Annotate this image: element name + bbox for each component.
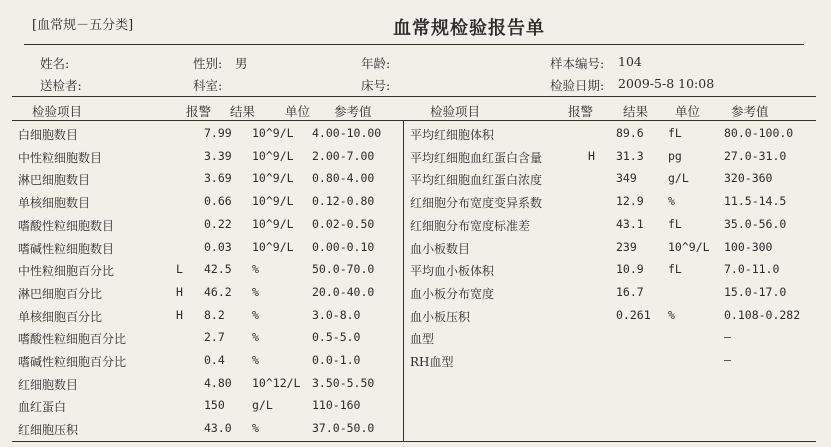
cell-unit: g/L bbox=[252, 398, 273, 412]
cell-alarm: H bbox=[176, 308, 183, 322]
cell-unit: % bbox=[252, 308, 259, 322]
cell-result: 42.5 bbox=[204, 262, 232, 276]
gender-value: 男 bbox=[235, 56, 248, 71]
sender-label: 送检者: bbox=[40, 78, 82, 93]
col-item-right: 检验项目 bbox=[430, 104, 481, 119]
cell-alarm: H bbox=[588, 149, 595, 163]
table-top-rule bbox=[12, 96, 816, 97]
cell-item: 单核细胞百分比 bbox=[18, 310, 103, 324]
cell-item: 红细胞分布宽度标准差 bbox=[410, 219, 531, 233]
cell-unit: % bbox=[252, 353, 259, 367]
cell-ref: 0.12-0.80 bbox=[312, 194, 375, 208]
cell-result: 239 bbox=[616, 240, 637, 254]
header-rule bbox=[12, 120, 816, 121]
cell-ref: 35.0-56.0 bbox=[724, 217, 787, 231]
cell-ref: – bbox=[724, 330, 731, 344]
cell-item: 血型 bbox=[410, 332, 435, 346]
header-divider bbox=[24, 44, 804, 45]
cell-result: 43.0 bbox=[204, 421, 232, 435]
cell-ref: 37.0-50.0 bbox=[312, 421, 375, 435]
cell-unit: % bbox=[668, 308, 675, 322]
cell-ref: 0.80-4.00 bbox=[312, 171, 375, 185]
cell-ref: 2.00-7.00 bbox=[312, 149, 375, 163]
report-category: [血常规－五分类] bbox=[32, 18, 134, 33]
bed-label: 床号: bbox=[361, 78, 391, 93]
cell-unit: 10^9/L bbox=[252, 194, 294, 208]
cell-item: 淋巴细胞数目 bbox=[18, 173, 91, 187]
cell-unit: % bbox=[252, 421, 259, 435]
cell-ref: 4.00-10.00 bbox=[312, 126, 382, 140]
cell-unit: 10^9/L bbox=[252, 240, 294, 254]
cell-unit: fL bbox=[668, 262, 682, 276]
cell-item: 中性粒细胞数目 bbox=[18, 151, 103, 165]
cell-ref: 20.0-40.0 bbox=[312, 285, 375, 299]
cell-result: 3.39 bbox=[204, 149, 232, 163]
report-title: 血常规检验报告单 bbox=[393, 18, 545, 39]
cell-unit: g/L bbox=[668, 171, 689, 185]
cell-ref: 50.0-70.0 bbox=[312, 262, 375, 276]
cell-result: 12.9 bbox=[616, 194, 644, 208]
col-result-right: 结果 bbox=[623, 104, 649, 119]
cell-ref: 7.0-11.0 bbox=[724, 262, 780, 276]
cell-ref: 0.02-0.50 bbox=[312, 217, 375, 231]
cell-result: 3.69 bbox=[204, 171, 232, 185]
cell-unit: 10^12/L bbox=[252, 376, 301, 390]
cell-ref: 15.0-17.0 bbox=[724, 285, 787, 299]
cell-item: 血小板数目 bbox=[410, 242, 471, 256]
cell-item: 平均红细胞体积 bbox=[410, 128, 495, 142]
cell-ref: 3.0-8.0 bbox=[312, 308, 361, 322]
cell-item: 淋巴细胞百分比 bbox=[18, 287, 103, 301]
cell-item: 红细胞分布宽度变异系数 bbox=[410, 196, 543, 210]
date-label: 检验日期: bbox=[550, 78, 605, 93]
sample-value: 104 bbox=[618, 54, 642, 69]
cell-alarm: L bbox=[176, 262, 183, 276]
sample-label: 样本编号: bbox=[550, 56, 605, 71]
cell-unit: % bbox=[252, 285, 259, 299]
cell-ref: 0.0-1.0 bbox=[312, 353, 361, 367]
cell-ref: 80.0-100.0 bbox=[724, 126, 794, 140]
cell-item: 嗜酸性粒细胞数目 bbox=[18, 219, 115, 233]
cell-unit: 10^9/L bbox=[252, 149, 294, 163]
cell-alarm: H bbox=[176, 285, 183, 299]
cell-result: 16.7 bbox=[616, 285, 644, 299]
cell-unit: 10^9/L bbox=[252, 217, 294, 231]
cell-item: 血小板压积 bbox=[410, 310, 471, 324]
cell-result: 2.7 bbox=[204, 330, 225, 344]
cell-result: 0.66 bbox=[204, 194, 232, 208]
cell-ref: 0.5-5.0 bbox=[312, 330, 361, 344]
cell-result: 0.261 bbox=[616, 308, 651, 322]
cell-unit: % bbox=[252, 262, 259, 276]
col-alarm-right: 报警 bbox=[568, 104, 594, 119]
cell-ref: – bbox=[724, 353, 731, 367]
cell-unit: % bbox=[252, 330, 259, 344]
cell-item: 红细胞压积 bbox=[18, 423, 79, 437]
cell-result: 8.2 bbox=[204, 308, 225, 322]
cell-unit: pg bbox=[668, 149, 682, 163]
cell-result: 31.3 bbox=[616, 149, 644, 163]
col-alarm-left: 报警 bbox=[186, 104, 212, 119]
cell-item: 红细胞数目 bbox=[18, 378, 79, 392]
cell-result: 349 bbox=[616, 171, 637, 185]
gender-label: 性别: bbox=[193, 56, 223, 71]
date-value: 2009-5-8 10:08 bbox=[618, 76, 715, 91]
col-unit-left: 单位 bbox=[285, 104, 311, 119]
cell-unit: fL bbox=[668, 126, 682, 140]
cell-ref: 27.0-31.0 bbox=[724, 149, 787, 163]
cell-item: 嗜酸性粒细胞百分比 bbox=[18, 332, 127, 346]
cell-ref: 0.00-0.10 bbox=[312, 240, 375, 254]
cell-result: 7.99 bbox=[204, 126, 232, 140]
cell-ref: 11.5-14.5 bbox=[724, 194, 787, 208]
cell-item: 平均血小板体积 bbox=[410, 264, 495, 278]
cell-item: RH血型 bbox=[410, 355, 454, 369]
cell-result: 4.80 bbox=[204, 376, 232, 390]
cell-item: 血小板分布宽度 bbox=[410, 287, 495, 301]
cell-result: 0.22 bbox=[204, 217, 232, 231]
col-unit-right: 单位 bbox=[675, 104, 701, 119]
col-result-left: 结果 bbox=[230, 104, 256, 119]
cell-unit: fL bbox=[668, 217, 682, 231]
cell-result: 0.4 bbox=[204, 353, 225, 367]
cell-item: 中性粒细胞百分比 bbox=[18, 264, 115, 278]
cell-ref: 110-160 bbox=[312, 398, 361, 412]
cell-result: 46.2 bbox=[204, 285, 232, 299]
column-divider bbox=[403, 120, 404, 442]
cell-result: 10.9 bbox=[616, 262, 644, 276]
col-ref-right: 参考值 bbox=[731, 104, 769, 119]
cell-ref: 100-300 bbox=[724, 240, 773, 254]
col-ref-left: 参考值 bbox=[334, 104, 372, 119]
dept-label: 科室: bbox=[193, 78, 223, 93]
cell-item: 嗜碱性粒细胞百分比 bbox=[18, 355, 127, 369]
cell-item: 平均红细胞血红蛋白含量 bbox=[410, 151, 543, 165]
cell-unit: 10^9/L bbox=[668, 240, 710, 254]
cell-unit: 10^9/L bbox=[252, 171, 294, 185]
cell-result: 150 bbox=[204, 398, 225, 412]
cell-ref: 320-360 bbox=[724, 171, 773, 185]
table-bottom-rule bbox=[12, 441, 816, 442]
cell-item: 嗜碱性粒细胞数目 bbox=[18, 242, 115, 256]
cell-result: 43.1 bbox=[616, 217, 644, 231]
cell-result: 0.03 bbox=[204, 240, 232, 254]
cell-item: 平均红细胞血红蛋白浓度 bbox=[410, 173, 543, 187]
name-label: 姓名: bbox=[40, 56, 70, 71]
cell-ref: 0.108-0.282 bbox=[724, 308, 801, 322]
cell-ref: 3.50-5.50 bbox=[312, 376, 375, 390]
cell-item: 单核细胞数目 bbox=[18, 196, 91, 210]
age-label: 年龄: bbox=[361, 56, 391, 71]
col-item-left: 检验项目 bbox=[32, 104, 83, 119]
cell-item: 白细胞数目 bbox=[18, 128, 79, 142]
cell-result: 89.6 bbox=[616, 126, 644, 140]
cell-item: 血红蛋白 bbox=[18, 400, 67, 414]
cell-unit: 10^9/L bbox=[252, 126, 294, 140]
cell-unit: % bbox=[668, 194, 675, 208]
